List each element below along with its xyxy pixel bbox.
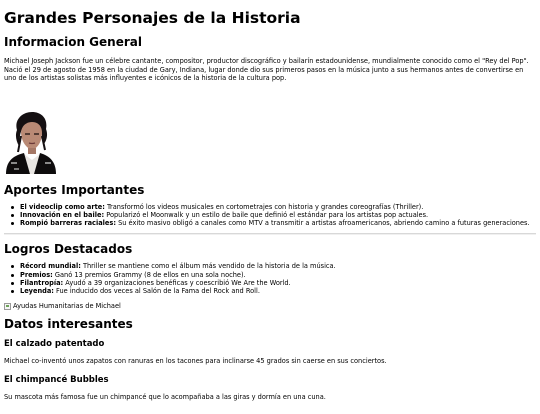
section-heading-datos: Datos interesantes [4, 317, 133, 332]
list-item-label: El videoclip como arte: [20, 202, 105, 211]
section-divider [4, 233, 536, 235]
list-item [20, 287, 536, 295]
broken-image [4, 302, 536, 311]
list-item [20, 211, 532, 219]
list-item-text: Fue inducido dos veces al Salón de la Fama del Rock and Roll. [53, 287, 260, 295]
list-item-label: Filantropía: [20, 278, 64, 287]
section-heading-logros: Logros Destacados [4, 242, 133, 257]
broken-image-icon [4, 303, 11, 310]
page-title: Grandes Personajes de la Historia [4, 9, 301, 27]
fact-title: El calzado patentado [4, 339, 105, 350]
list-item [20, 271, 536, 279]
list-item-text: Ganó 13 premios Grammy (8 de ellos en una sola noche). [52, 270, 246, 279]
list-item [20, 279, 536, 287]
section-heading-aportes: Aportes Importantes [4, 182, 145, 197]
logros-list [4, 262, 536, 295]
list-item-text: Su éxito masivo obligó a canales como MTV a transmitir a artistas afroamericanos, abriendo camino a futuras generaciones. [115, 219, 530, 228]
list-item-label: Récord mundial: [20, 262, 81, 271]
list-item-text: Transformó los videos musicales en cortometrajes con historia y grandes coreografías (Thriller). [104, 202, 424, 211]
general-paragraph: Michael Joseph Jackson fue un célebre cantante, compositor, productor discográfico y bailarín estadounidense, mundialmente conocido como el "Rey del Pop". Nació el 29 de agosto de 1958 en la ciudad de Gary, Indiana, lugar donde dio sus primeros pasos en la música junto a sus hermanos antes de convertirse en uno de los artistas solistas más influyentes e icónicos de la historia de la cultura pop. [4, 57, 529, 83]
list-item-label: Premios: [20, 270, 53, 279]
fact-text: Su mascota más famosa fue un chimpancé que lo acompañaba a las giras y dormía en una cuna. [4, 392, 326, 401]
image-alt-text: Ayudas Humanitarias de Michael [13, 302, 121, 311]
list-item-text: Thriller se mantiene como el álbum más vendido de la historia de la música. [80, 262, 336, 271]
list-item-label: Rompió barreras raciales: [20, 219, 116, 228]
page [0, 9, 540, 401]
list-item [20, 219, 532, 227]
list-item [20, 262, 536, 270]
portrait-image [4, 110, 58, 174]
list-item-label: Innovación en el baile: [20, 210, 105, 219]
aportes-list [4, 203, 532, 228]
fact-title: El chimpancé Bubbles [4, 374, 109, 385]
list-item [20, 203, 532, 211]
section-heading-general: Informacion General [4, 35, 142, 49]
list-item-text: Ayudó a 39 organizaciones benéficas y coescribió We Are the World. [63, 278, 291, 287]
fact-text: Michael co-inventó unos zapatos con ranuras en los tacones para inclinarse 45 grados sin caerse en sus conciertos. [4, 357, 387, 366]
list-item-text: Popularizó el Moonwalk y un estilo de baile que definió el estándar para los artistas pop actuales. [104, 210, 429, 219]
portrait-photo [4, 110, 536, 174]
list-item-label: Leyenda: [20, 287, 54, 295]
